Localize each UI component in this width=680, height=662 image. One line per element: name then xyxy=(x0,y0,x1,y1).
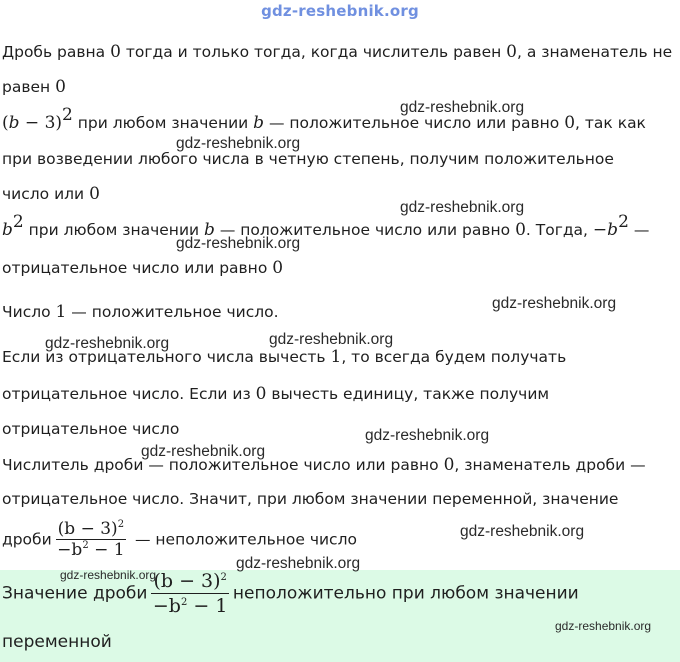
watermark: gdz-reshebnik.org xyxy=(365,427,490,444)
text-line-11: отрицательное число xyxy=(2,420,180,438)
result-line-1: Значение дроби $\frac{(b - 3)^2}{-b^2 - 1}$ неположительно при любом значении xyxy=(2,570,579,617)
watermark: gdz-reshebnik.org xyxy=(555,619,652,633)
text-line-8: Число 1 — положительное число. xyxy=(2,302,279,322)
fraction-result: $\frac{(b - 3)^2}{-b^2 - 1}$ xyxy=(152,570,228,617)
text-line-7: отрицательное число или равно 0 xyxy=(2,258,284,278)
text-line-4: при возведении любого числа в четную степень, получим положительное xyxy=(2,150,614,168)
text-line-1: Дробь равна 0 тогда и только тогда, когда числитель равен 0, а знаменатель не xyxy=(2,42,673,62)
text-line-9: Если из отрицательного числа вычесть 1, то всегда будем получать xyxy=(2,347,567,367)
watermark: gdz-reshebnik.org xyxy=(269,331,394,348)
text-line-5: число или 0 xyxy=(2,184,100,204)
fraction-inline: $\frac{(b - 3)^2}{-b^2 - 1}$ xyxy=(57,519,125,560)
watermark: gdz-reshebnik.org xyxy=(176,235,301,252)
result-box xyxy=(0,570,680,662)
text-line-10: отрицательное число. Если из 0 вычесть единицу, также получим xyxy=(2,384,550,404)
text-line-13: отрицательное число. Значит, при любом значении переменной, значение xyxy=(2,490,619,508)
watermark: gdz-reshebnik.org xyxy=(400,199,525,216)
watermark: gdz-reshebnik.org xyxy=(400,99,525,116)
watermark: gdz-reshebnik.org xyxy=(236,555,361,572)
watermark: gdz-reshebnik.org xyxy=(45,335,170,352)
text-line-3: $(b - 3)^2$ при любом значении b — положительное число или равно 0, так как xyxy=(2,105,646,133)
watermark: gdz-reshebnik.org xyxy=(176,135,301,152)
text-line-14: дроби $\frac{(b - 3)^2}{-b^2 - 1}$ — неположительное число xyxy=(2,519,357,560)
top-watermark: gdz-reshebnik.org xyxy=(261,2,419,20)
text-line-12: Числитель дроби — положительное число или равно 0, знаменатель дроби — xyxy=(2,455,646,475)
watermark: gdz-reshebnik.org xyxy=(492,295,617,312)
watermark: gdz-reshebnik.org xyxy=(141,443,266,460)
watermark: gdz-reshebnik.org xyxy=(60,568,157,582)
text-line-6: $b^2$ при любом значении b — положительное число или равно 0. Тогда, $-b^2$ — xyxy=(2,212,650,240)
watermark: gdz-reshebnik.org xyxy=(460,523,585,540)
result-line-2: переменной xyxy=(2,632,112,652)
text-line-2: равен 0 xyxy=(2,77,66,97)
